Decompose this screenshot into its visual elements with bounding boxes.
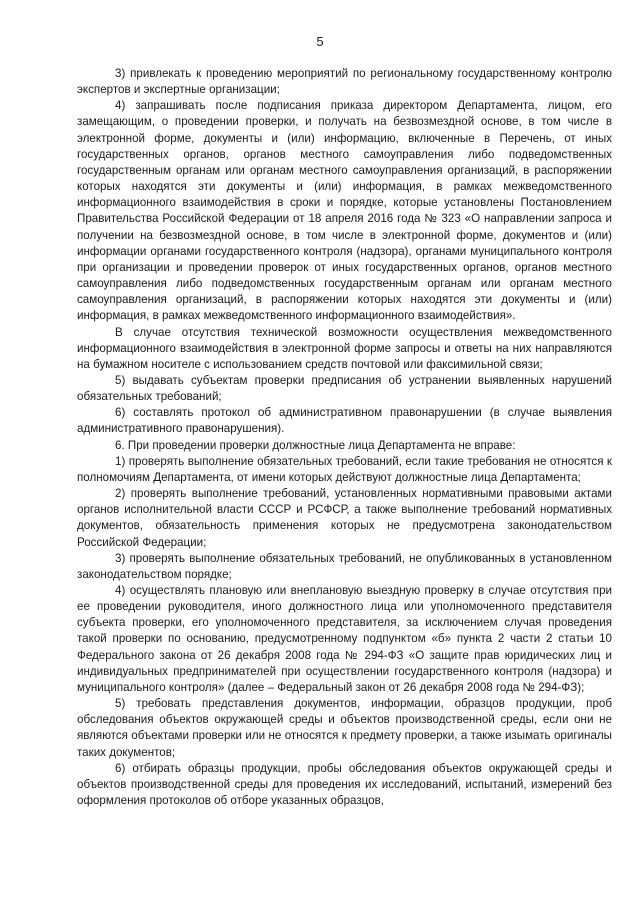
paragraph-no-technical-possibility: В случае отсутствия технической возможности осуществления межведомственного информационного взаимодействия в электронной форме запросы и ответы на них направляются на бумажном носителе с использованием средств почтовой или факсимильной связи; [77, 325, 612, 371]
document-body [77, 66, 612, 809]
paragraph-item-3: 3) привлекать к проведению мероприятий по региональному государственному контролю экспертов и экспертные организации; [77, 67, 612, 97]
prohibition-item-6: 6) отбирать образцы продукции, пробы обследования объектов окружающей среды и объектов производственной среды для проведения их исследований, испытаний, измерений без оформления протоколов об отборе указанных образцов, [77, 761, 612, 808]
paragraph-item-6: 6) составлять протокол об административном правонарушении (в случае выявления административного правонарушения). [77, 406, 612, 436]
paragraph-item-4: 4) запрашивать после подписания приказа директором Департамента, лицом, его замещающим, о проведении проверки, и получать на безвозмездной основе, в том числе в электронной форме, документы и (или) информацию, включенные в Перечень, от иных государственных органов, органов местного самоуправления либо подведомственных государственным органам или органам местного самоуправления организаций, в распоряжении которых находятся эти документы и (или) информация, в рамках межведомственного информационного взаимодействия в сроки и порядке, которые установлены Постановлением Правительства Российской Федерации от 18 апреля 2016 года № 323 «О направлении запроса и получении на безвозмездной основе, в том числе в электронной форме, документов и (или) информации органами государственного контроля (надзора), органами муниципального контроля при организации и проведении проверок от иных государственных органов, органов местного самоуправления либо подведомственных государственным органам или органам местного самоуправления организаций, в распоряжении которых находятся эти документы и (или) информация, в рамках межведомственного информационного взаимодействия». [77, 99, 612, 323]
prohibition-item-4: 4) осуществлять плановую или внеплановую выездную проверку в случае отсутствия при ее проведении руководителя, иного должностного лица или уполномоченного представителя субъекта проверки, его уполномоченного представителя, за исключением случая проведения такой проверки по основанию, предусмотренному подпунктом «б» пункта 2 части 2 статьи 10 Федерального закона от 26 декабря 2008 года № 294-ФЗ «О защите прав юридических лиц и индивидуальных предпринимателей при осуществлении государственного контроля (надзора) и муниципального контроля» (далее – Федеральный закон от 26 декабря 2008 года № 294-ФЗ); [77, 584, 612, 694]
prohibition-item-5: 5) требовать представления документов, информации, образцов продукции, проб обследования объектов окружающей среды и объектов производственной среды, если они не являются объектами проверки или не относятся к предмету проверки, а также изымать оригиналы таких документов; [77, 697, 612, 759]
page-number: 5 [316, 34, 324, 49]
paragraph-item-5: 5) выдавать субъектам проверки предписания об устранении выявленных нарушений обязательных требований; [77, 373, 612, 404]
section-6-heading: 6. При проведении проверки должностные лица Департамента не вправе: [115, 438, 516, 452]
prohibition-item-1: 1) проверять выполнение обязательных требований, если такие требования не относятся к полномочиям Департамента, от имени которых действуют должностные лица Департамента; [77, 454, 612, 484]
prohibition-item-3: 3) проверять выполнение обязательных требований, не опубликованных в установленном законодательством порядке; [77, 551, 612, 581]
prohibition-item-2: 2) проверять выполнение требований, установленных нормативными правовыми актами органов исполнительной власти СССР и РСФСР, а также выполнение требований нормативных документов, обязательность применения которых не предусмотрена законодательством Российской Федерации; [77, 487, 612, 549]
